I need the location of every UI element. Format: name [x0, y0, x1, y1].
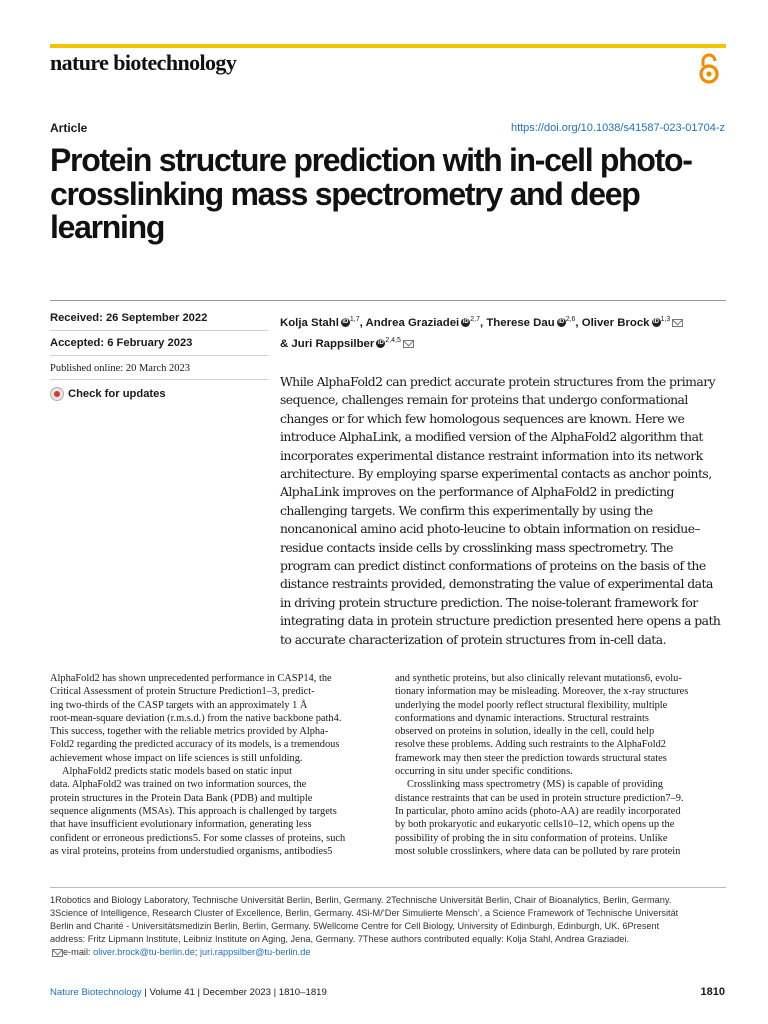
header-accent-bar: [50, 44, 726, 48]
check-updates-label: Check for updates: [68, 388, 166, 400]
body-text-right: and synthetic proteins, but also clinically relevant mutations6, evolu- tionary information may be misleading. Moreover, the x-ray structures underlying the model poorly reflect structural flexibility, multiple conformations and dynamic interactions. Structural restraints observed on proteins in solution, ideally in the cell, could help resolve these problems. Adding such restraints to the AlphaFold2 framework may then steer the prediction towards structural states occurring in situ under specific conditions. Crosslinking mass spectrometry (MS) is capable of providing distance restraints that can be used in protein structure prediction7–9. In particular, photo amino acids (photo-AA) are readily incorporated by both prokaryotic and eukaryotic cells10–12, which opens up the possibility of probing the in situ conformation of proteins. Unlike most soluble crosslinkers, where data can be polluted by rare protein: [395, 673, 689, 857]
journal-name: nature biotechnology: [50, 50, 237, 75]
check-updates-icon: [50, 387, 64, 401]
accepted-date: Accepted: 6 February 2023: [50, 337, 193, 349]
orcid-icon[interactable]: iD: [342, 319, 349, 326]
meta-divider: [50, 355, 268, 356]
page-number: 1810: [700, 986, 725, 998]
meta-divider: [50, 330, 268, 331]
abstract: While AlphaFold2 can predict accurate protein structures from the primary sequence, challenges remain for proteins that undergo conformational changes or for which few homologous sequences are known. Here we introduce AlphaLink, a modified version of the AlphaFold2 algorithm that incorporates experimental distance restraint information into its network architecture. By employing sparse experimental contacts as anchor points, AlphaLink improves on the performance of AlphaFold2 in predicting challenging targets. We confirm this experimentally by using the noncanonical amino acid photo-leucine to obtain information on residue–residue contacts inside cells by crosslinking mass spectrometry. The program can predict distinct conformations of proteins on the basis of the distance restraints provided, demonstrating the value of experimental data in driving protein structure prediction. The noise-tolerant framework for integrating data in protein structure prediction presented here opens a path to accurate characterization of protein structures from in-cell data.: [280, 374, 721, 647]
orcid-icon[interactable]: iD: [653, 319, 660, 326]
open-access-icon: [697, 52, 721, 86]
email-icon[interactable]: [672, 319, 683, 327]
author[interactable]: Oliver Brock iD $^{1,3}$: [582, 317, 683, 329]
orcid-icon[interactable]: iD: [558, 319, 565, 326]
affiliations-footnote: 1Robotics and Biology Laboratory, Technische Universität Berlin, Berlin, Germany. 2Technische Universität Berlin, Chair of Bioanalytics, Berlin, Germany. 3Science of Intelligence, Research Cluster of Excellence, Berlin, Germany. 4Si-M/‘Der Simulierte Mensch’, a Science Framework of Technische Universität Berlin and Charité - Universitätsmedizin Berlin, Berlin, Germany. 5Wellcome Centre for Cell Biology, University of Edinburgh, Edinburgh, UK. 6Present address: Fritz Lipmann Institute, Leibniz Institute on Aging, Jena, Germany. 7These authors contributed equally: Kolja Stahl, Andrea Graziadei. e-mail: oliver.brock@tu-berlin.de; juri.rappsilber@tu-berlin.de: [50, 894, 726, 959]
title-divider: [50, 300, 726, 301]
footer-issue-info: | Volume 41 | December 2023 | 1810–1819: [141, 987, 327, 998]
author-list: Kolja Stahl iD $^{1,7}$, Andrea Graziadei iD $^{2,7}$, Therese Dau iD $^{2,6}$, Oliver Brock iD $^{1,3}$ & Juri Rappsilber iD $^{2,4,5}$: [280, 311, 726, 353]
email-icon: [52, 949, 63, 957]
article-type-label: Article: [50, 121, 88, 135]
orcid-icon[interactable]: iD: [462, 319, 469, 326]
email-icon[interactable]: [403, 340, 414, 348]
check-for-updates-button[interactable]: [50, 387, 166, 401]
author[interactable]: Kolja Stahl iD $^{1,7}$: [280, 316, 360, 329]
email-link-rappsilber[interactable]: juri.rappsilber@tu-berlin.de: [200, 947, 311, 957]
footer-journal-name: Nature Biotechnology: [50, 987, 142, 998]
footnote-divider: [50, 887, 726, 888]
meta-divider: [50, 379, 268, 380]
author[interactable]: & Juri Rappsilber iD $^{2,4,5}$: [280, 338, 414, 350]
doi-link[interactable]: https://doi.org/10.1038/s41587-023-01704-z: [510, 122, 725, 134]
author[interactable]: Therese Dau iD $^{2,6}$: [486, 316, 576, 329]
orcid-icon[interactable]: iD: [377, 340, 384, 347]
email-link-brock[interactable]: oliver.brock@tu-berlin.de: [93, 947, 195, 957]
page-footer: [50, 987, 327, 998]
article-title: Protein structure prediction with in-cell photo-crosslinking mass spectrometry and deep learning: [50, 142, 692, 246]
email-line: e-mail: oliver.brock@tu-berlin.de; juri.rappsilber@tu-berlin.de: [50, 946, 726, 959]
author[interactable]: Andrea Graziadei iD $^{2,7}$: [365, 316, 480, 329]
body-text-left: AlphaFold2 has shown unprecedented performance in CASP14, the Critical Assessment of protein Structure Prediction1–3, predict- ing two-thirds of the CASP targets with an approximately 1 Å root-mean-square deviation (r.m.s.d.) from the native backbone path4. This success, together with the reliable metrics provided by Alpha- Fold2 regarding the predicted accuracy of its models, is a tremendous achievement whose impact on life sciences is still unfolding. AlphaFold2 predicts static models based on static input data. AlphaFold2 was trained on two information sources, the protein structures in the Protein Data Bank (PDB) and multiple sequence alignments (MSAs). This approach is challenged by targets that have insufficient evolutionary information, generating less confident or erroneous predictions5. For some classes of proteins, such as viral proteins, proteins from understudied organisms, antibodies5: [50, 673, 346, 857]
published-date: Published online: 20 March 2023: [50, 363, 190, 374]
received-date: Received: 26 September 2022: [50, 312, 208, 324]
